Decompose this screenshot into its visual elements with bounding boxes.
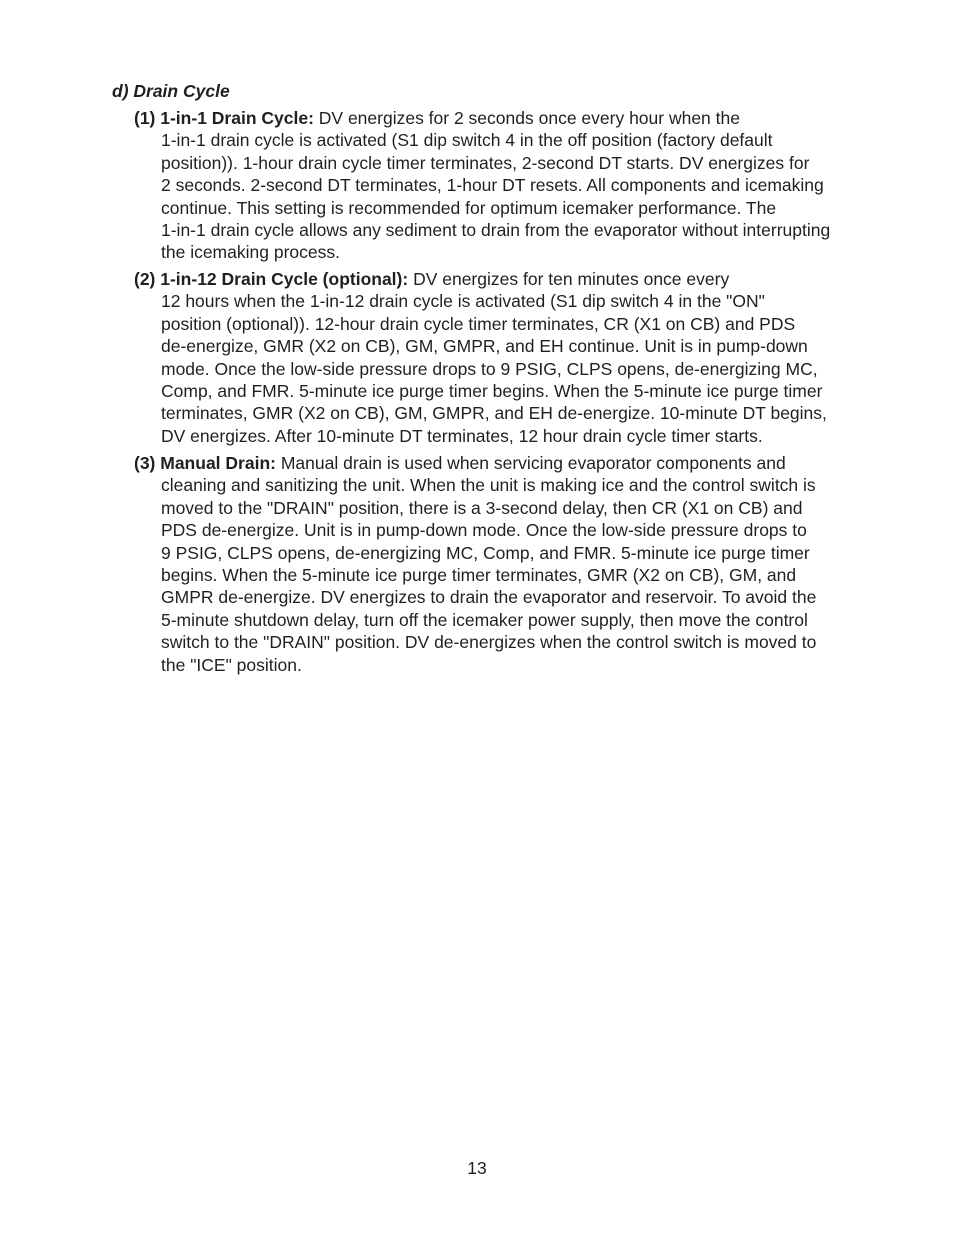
item-line: begins. When the 5-minute ice purge timer terminates, GMR (X2 on CB), GM, and (161, 565, 797, 586)
item-line: mode. Once the low-side pressure drops to 9 PSIG, CLPS opens, de-energizing MC, (161, 358, 818, 379)
item-line: 1-in-1 drain cycle allows any sediment to drain from the evaporator without interrupting (161, 220, 831, 241)
item-line: cleaning and sanitizing the unit. When the unit is making ice and the control switch is (161, 475, 816, 496)
item-first-line (134, 452, 874, 474)
item-line: 9 PSIG, CLPS opens, de-energizing MC, Comp, and FMR. 5-minute ice purge timer (161, 542, 810, 563)
item-label: (2) 1-in-12 Drain Cycle (optional): (134, 269, 409, 289)
item-line: the "ICE" position. (161, 654, 302, 675)
item-line: de-energize, GMR (X2 on CB), GM, GMPR, and EH continue. Unit is in pump-down (161, 336, 808, 357)
item-line: moved to the "DRAIN" position, there is a 3-second delay, then CR (X1 on CB) and (161, 497, 803, 518)
item-line: position (optional)). 12-hour drain cycle timer terminates, CR (X1 on CB) and PDS (161, 313, 796, 334)
item-first-line (134, 268, 874, 290)
item-label: (1) 1-in-1 Drain Cycle: (134, 108, 314, 128)
item-line: position)). 1-hour drain cycle timer terminates, 2-second DT starts. DV energizes for (161, 152, 810, 173)
page-number: 13 (467, 1158, 487, 1178)
item-first-line-text: DV energizes for ten minutes once every (408, 269, 730, 289)
item-first-line-text: Manual drain is used when servicing evaporator components and (275, 453, 786, 473)
item-line: terminates, GMR (X2 on CB), GM, GMPR, and EH de-energize. 10-minute DT begins, (161, 403, 827, 424)
item-line: the icemaking process. (161, 242, 340, 263)
drain-cycle-item-1in12 (134, 268, 874, 447)
item-first-line-text: DV energizes for 2 seconds once every hour when the (313, 108, 740, 128)
section-heading: d) Drain Cycle (112, 81, 230, 101)
drain-cycle-item-1in1 (134, 107, 874, 264)
item-line: 1-in-1 drain cycle is activated (S1 dip switch 4 in the off position (factory default (161, 130, 773, 151)
item-line: 5-minute shutdown delay, turn off the icemaker power supply, then move the control (161, 609, 808, 630)
item-line: DV energizes. After 10-minute DT terminates, 12 hour drain cycle timer starts. (161, 425, 763, 446)
item-line: switch to the "DRAIN" position. DV de-energizes when the control switch is moved to (161, 632, 817, 653)
item-line: 12 hours when the 1-in-12 drain cycle is activated (S1 dip switch 4 in the "ON" (161, 291, 765, 312)
item-line: continue. This setting is recommended for optimum icemaker performance. The (161, 197, 777, 218)
item-line: Comp, and FMR. 5-minute ice purge timer begins. When the 5-minute ice purge timer (161, 381, 823, 402)
item-first-line (134, 107, 874, 129)
drain-cycle-item-manual (134, 452, 874, 676)
item-line: PDS de-energize. Unit is in pump-down mode. Once the low-side pressure drops to (161, 520, 807, 541)
item-line: GMPR de-energize. DV energizes to drain the evaporator and reservoir. To avoid the (161, 587, 817, 608)
item-line: 2 seconds. 2-second DT terminates, 1-hour DT resets. All components and icemaking (161, 175, 824, 196)
item-label: (3) Manual Drain: (134, 453, 276, 473)
